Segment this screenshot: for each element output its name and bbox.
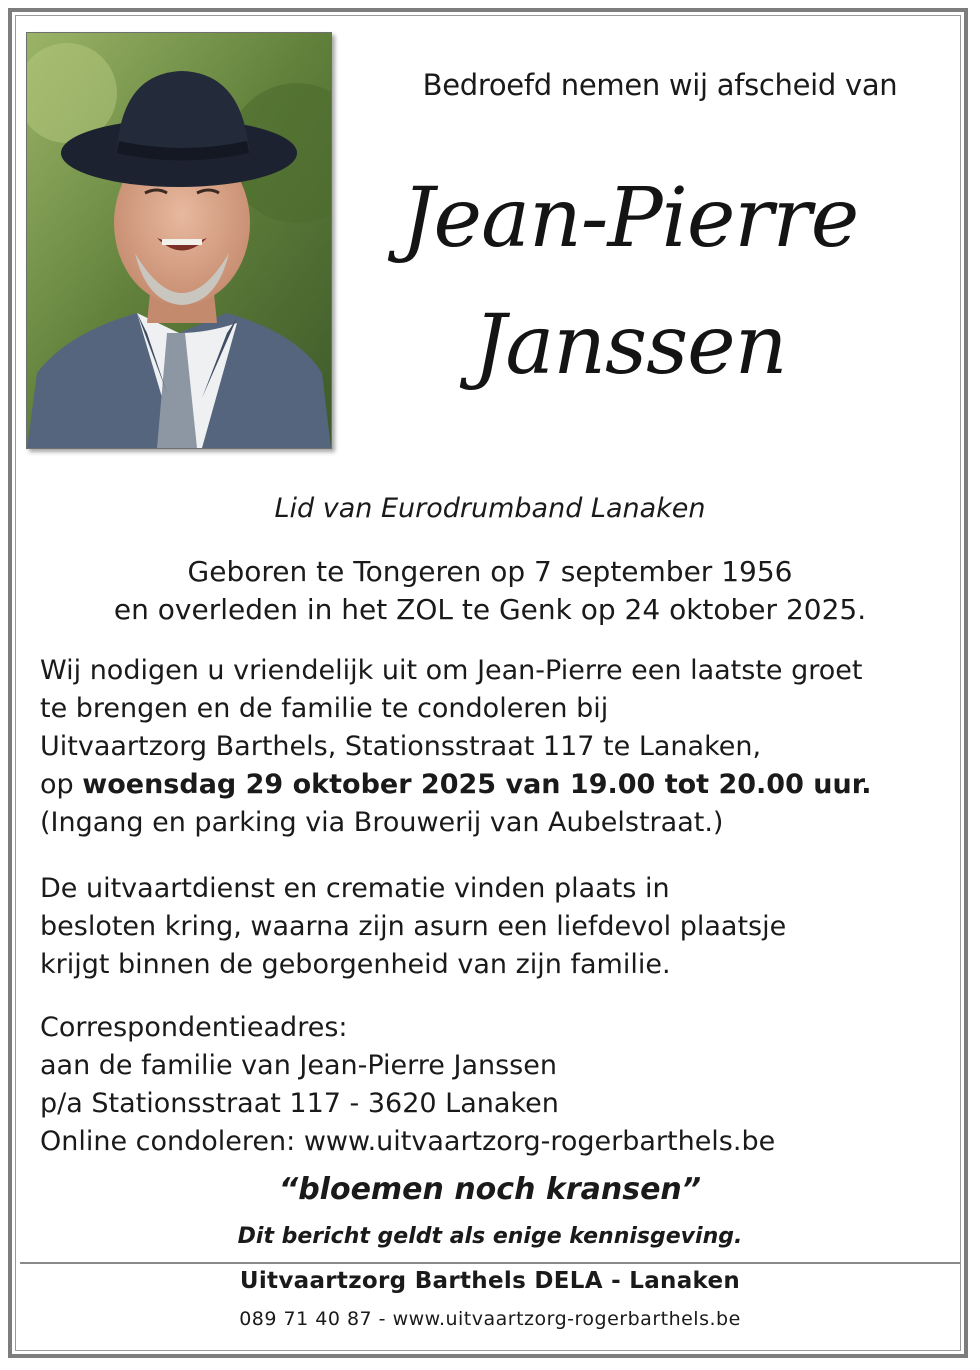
deceased-first-name: Jean-Pierre (401, 171, 859, 266)
service-line-2: besloten kring, waarna zijn asurn een liefdevol plaatsje (40, 911, 787, 942)
funeral-home-contact: 089 71 40 87 - www.uitvaartzorg-rogerbarthels.be (239, 1308, 741, 1330)
deceased-last-name: Janssen (473, 298, 787, 393)
footer-divider (20, 1262, 960, 1264)
online-condolence-line: Online condoleren: www.uitvaartzorg-rogerbarthels.be (40, 1126, 776, 1157)
address-line-1: aan de familie van Jean-Pierre Janssen (40, 1050, 557, 1081)
correspondence-paragraph (40, 1009, 930, 1161)
invite-line-4 (40, 766, 930, 804)
invite-line-1: Wij nodigen u vriendelijk uit om Jean-Pierre een laatste groet (40, 655, 863, 686)
flowers-note: “bloemen noch kransen” (278, 1172, 702, 1207)
funeral-home-name: Uitvaartzorg Barthels DELA - Lanaken (239, 1268, 741, 1294)
invitation-paragraph (40, 652, 930, 842)
invite-line-5: (Ingang en parking via Brouwerij van Aubelstraat.) (40, 807, 724, 838)
intro-text: Bedroefd nemen wij afscheid van (422, 68, 898, 102)
notice-text: Dit bericht geldt als enige kennisgeving. (237, 1224, 743, 1249)
service-line-1: De uitvaartdienst en crematie vinden plaats in (40, 873, 670, 904)
death-line: en overleden in het ZOL te Genk op 24 oktober 2025. (113, 593, 867, 626)
address-line-2: p/a Stationsstraat 117 - 3620 Lanaken (40, 1088, 559, 1119)
invite-date-prefix: op (40, 769, 74, 800)
address-heading: Correspondentieadres: (40, 1012, 348, 1043)
service-line-3: krijgt binnen de geborgenheid van zijn familie. (40, 949, 671, 980)
portrait-photo (26, 32, 332, 449)
membership-text: Lid van Eurodrumband Lanaken (274, 493, 706, 524)
invite-line-3: Uitvaartzorg Barthels, Stationsstraat 117 te Lanaken, (40, 731, 762, 762)
service-paragraph (40, 870, 930, 984)
invite-date-time: woensdag 29 oktober 2025 van 19.00 tot 20.00 uur. (82, 769, 872, 800)
invite-line-2: te brengen en de familie te condoleren bij (40, 693, 609, 724)
birth-death-text (20, 553, 960, 629)
birth-line: Geboren te Tongeren op 7 september 1956 (187, 555, 793, 588)
